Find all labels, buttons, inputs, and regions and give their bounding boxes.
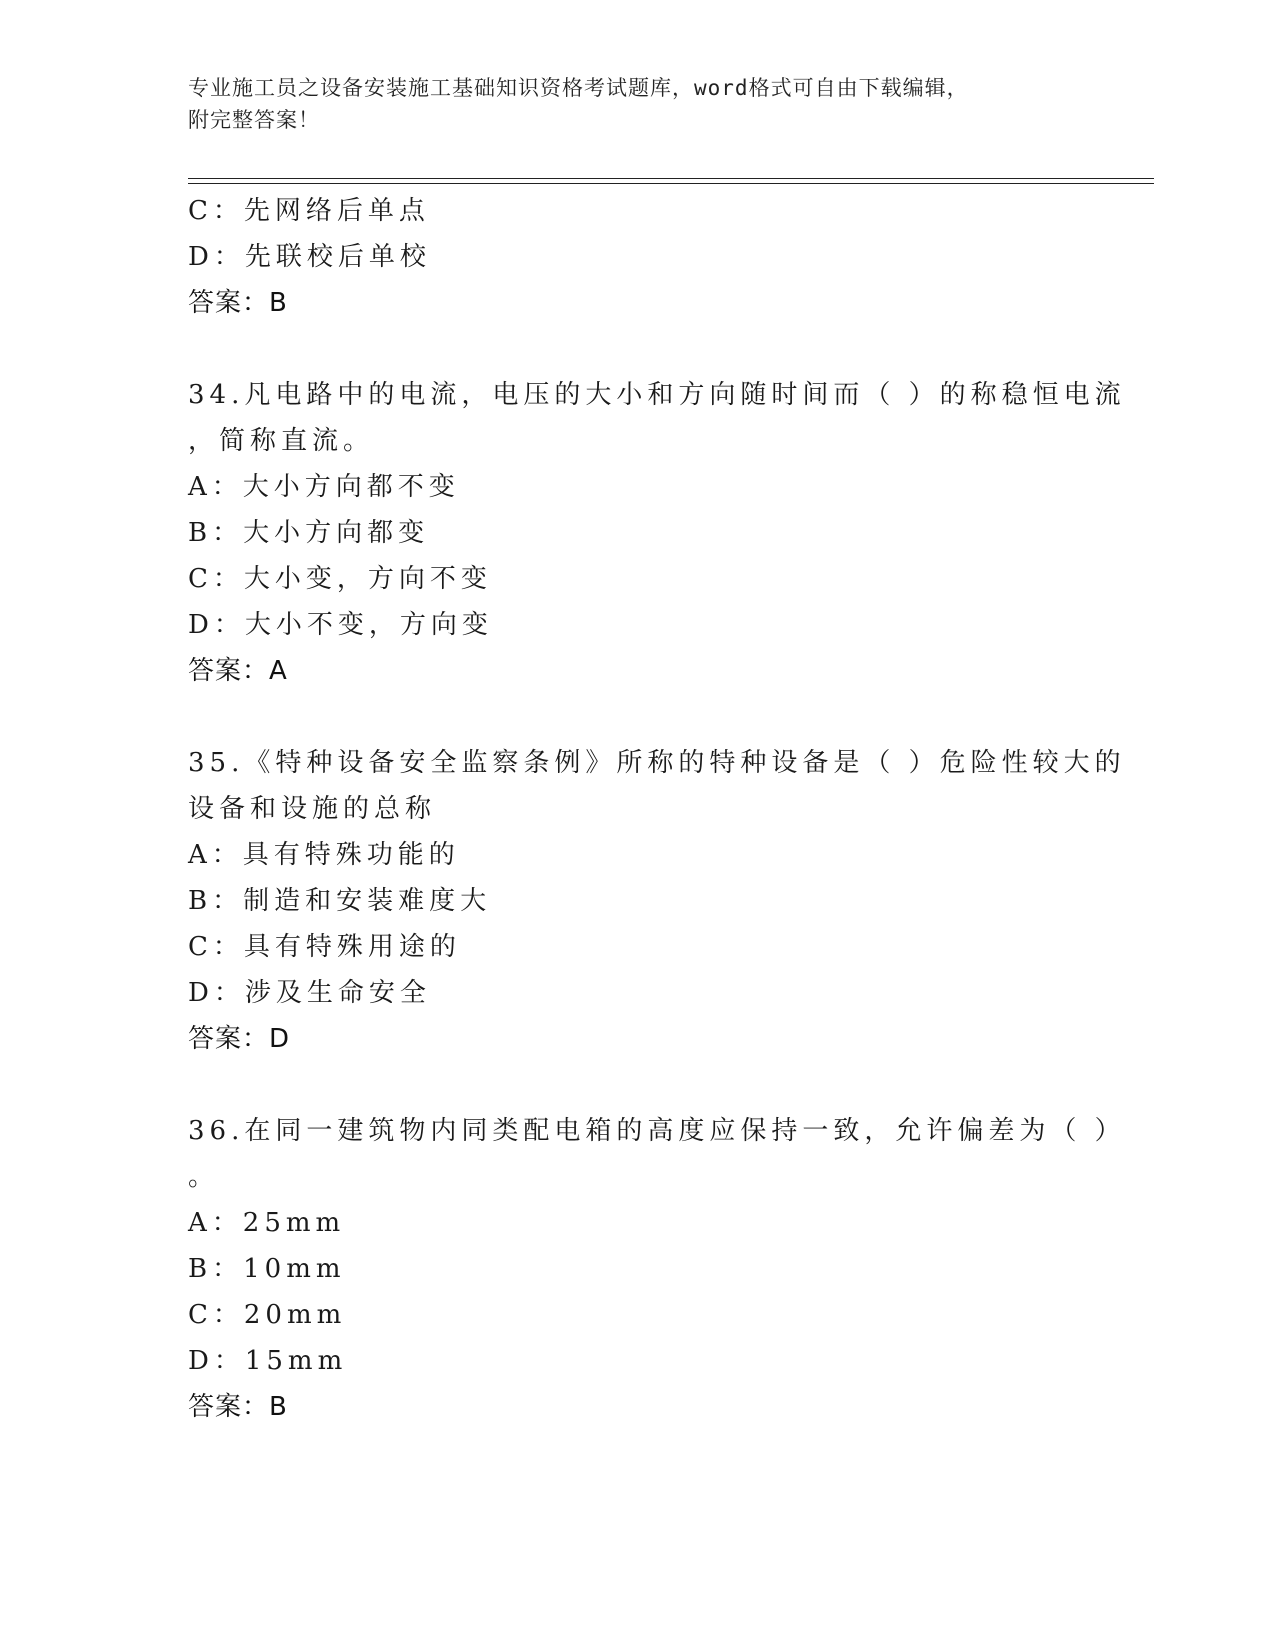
question-stem-line: 36.在同一建筑物内同类配电箱的高度应保持一致，允许偏差为（ ） bbox=[188, 1116, 1126, 1146]
option-d: D：15mm bbox=[188, 1346, 348, 1376]
option-c: C：大小变，方向不变 bbox=[188, 564, 492, 594]
option-b: B：10mm bbox=[188, 1254, 346, 1284]
question-35 bbox=[188, 740, 1126, 1062]
spacer bbox=[188, 1062, 1068, 1108]
question-stem-line: 。 bbox=[188, 1162, 220, 1192]
question-stem-line: 34.凡电路中的电流，电压的大小和方向随时间而（ ）的称稳恒电流 bbox=[188, 380, 1126, 410]
header-line-1: 专业施工员之设备安装施工基础知识资格考试题库，word格式可自由下载编辑， bbox=[188, 76, 969, 100]
question-36 bbox=[188, 1108, 1126, 1430]
option-b: B：制造和安装难度大 bbox=[188, 886, 492, 916]
option-c: C：先网络后单点 bbox=[188, 196, 430, 226]
question-33-continued bbox=[188, 188, 1068, 326]
answer-line: 答案：B bbox=[188, 288, 288, 318]
question-stem-line: 35.《特种设备安全监察条例》所称的特种设备是（ ）危险性较大的 bbox=[188, 748, 1126, 778]
option-d: D：涉及生命安全 bbox=[188, 978, 431, 1008]
header-line-2: 附完整答案！ bbox=[188, 108, 320, 132]
header-divider-bottom bbox=[188, 183, 1154, 184]
answer-line: 答案：A bbox=[188, 656, 288, 686]
spacer bbox=[188, 694, 1068, 740]
option-a: A：25mm bbox=[188, 1208, 346, 1238]
question-content bbox=[188, 188, 1126, 1430]
option-d: D：大小不变，方向变 bbox=[188, 610, 493, 640]
document-header bbox=[188, 72, 1068, 136]
question-34 bbox=[188, 372, 1126, 694]
question-stem-line: ，简称直流。 bbox=[188, 426, 375, 456]
option-d: D：先联校后单校 bbox=[188, 242, 431, 272]
option-c: C：具有特殊用途的 bbox=[188, 932, 461, 962]
header-divider-top bbox=[188, 178, 1154, 179]
spacer bbox=[188, 326, 1068, 372]
answer-line: 答案：B bbox=[188, 1392, 288, 1422]
option-c: C：20mm bbox=[188, 1300, 347, 1330]
option-a: A：具有特殊功能的 bbox=[188, 840, 460, 870]
option-a: A：大小方向都不变 bbox=[188, 472, 460, 502]
option-b: B：大小方向都变 bbox=[188, 518, 430, 548]
answer-line: 答案：D bbox=[188, 1024, 291, 1054]
question-stem-line: 设备和设施的总称 bbox=[188, 794, 437, 824]
